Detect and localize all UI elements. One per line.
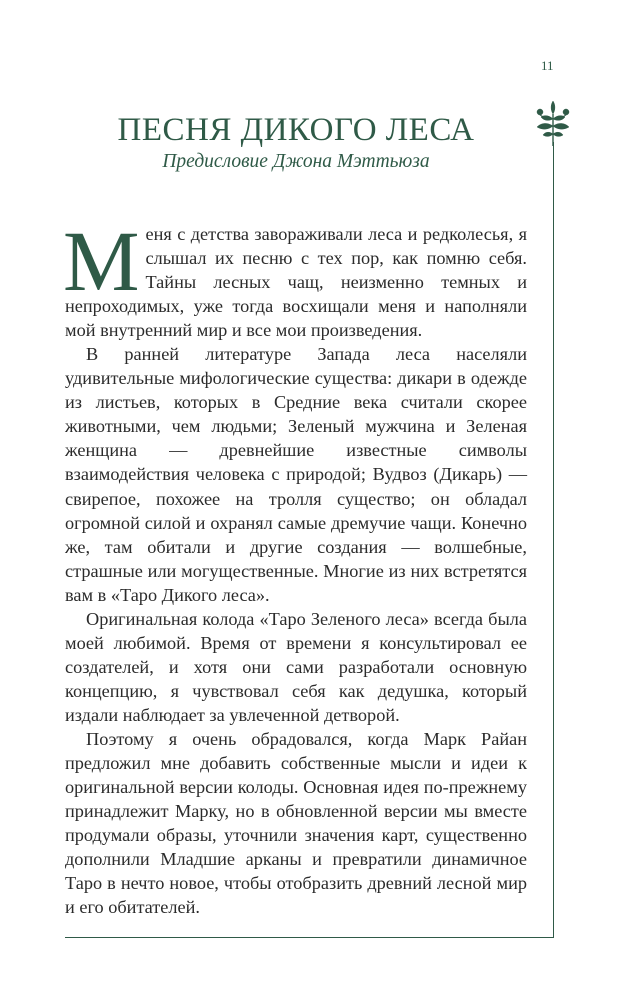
paragraph-3: Оригинальная колода «Таро Зеленого леса» всегда была моей любимой. Время от времени я консультировал ее создателей, и хотя они сами разработали основную концепцию, я чувствовал себя как дедушка, который издали наблюдает за увлеченной детворой. (65, 608, 527, 725)
chapter-title: ПЕСНЯ ДИКОГО ЛЕСА (117, 112, 475, 148)
paragraph-2: В ранней литературе Запада леса населяли удивительные мифологические существа: дикари в одежде из листьев, которых в Средние века считали скорее животными, чем людьми; Зеленый мужчина и Зеленая женщина — древнейшие известные символы взаимодействия человека с природой; Вудвоз (Дикарь) — свирепое, похожее на тролля существо; он обладал огромной силой и охранял самые дремучие чащи. Конечно же, там обитали и другие создания — волшебные, страшные или могущественные. Многие из них встретятся вам в «Таро Дикого леса». (65, 344, 527, 605)
vertical-rule (553, 142, 554, 937)
paragraph-1 (63, 213, 527, 342)
page-number: 11 (541, 58, 554, 73)
plant-sprig-icon (531, 100, 575, 146)
horizontal-rule (65, 937, 554, 938)
paragraph-1-text: еня с детства завораживали леса и редколесья, я слышал их песню с тех пор, как помню себя. Тайны лесных чащ, неизменно темных и непроходимых, уже тогда восхищали меня и наполняли мой внутренний мир и все мои произведения. (65, 224, 527, 341)
body-text (63, 213, 527, 919)
chapter-subtitle: Предисловие Джона Мэттьюза (162, 151, 430, 172)
drop-cap: М (63, 213, 140, 309)
paragraph-4: Поэтому я очень обрадовался, когда Марк Райан предложил мне добавить собственные мысли и идеи к оригинальной версии колоды. Основная идея по-прежнему принадлежит Марку, но в обновленной версии мы вместе продумали образы, уточнили значения карт, существенно дополнили Младшие арканы и превратили динамичное Таро в нечто новое, чтобы отобразить древний лесной мир и его обитателей. (65, 728, 527, 918)
